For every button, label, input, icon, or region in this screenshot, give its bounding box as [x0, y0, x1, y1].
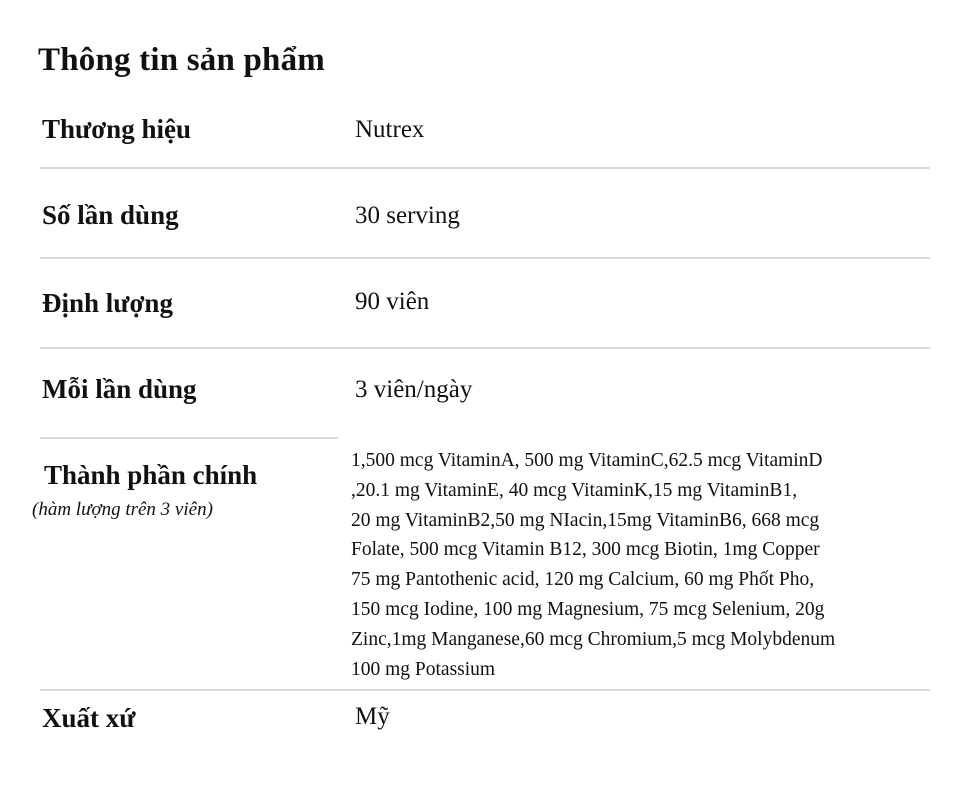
- label-origin: Xuất xứ: [42, 703, 136, 733]
- row-divider: [40, 689, 930, 691]
- label-ingredients-note: (hàm lượng trên 3 viên): [32, 499, 213, 520]
- ingredients-line: 150 mcg Iodine, 100 mg Magnesium, 75 mcg Selenium, 20g: [351, 598, 825, 620]
- row-divider: [40, 257, 930, 259]
- value-ingredients: [351, 446, 941, 684]
- label-ingredients: Thành phần chính: [44, 460, 258, 490]
- ingredients-line: Zinc,1mg Manganese,60 mcg Chromium,5 mcg Molybdenum: [351, 628, 836, 650]
- label-quantity: Định lượng: [42, 288, 173, 318]
- value-origin: Mỹ: [355, 703, 390, 730]
- label-brand: Thương hiệu: [42, 114, 191, 144]
- row-divider: [40, 347, 930, 349]
- ingredients-line: 20 mg VitaminB2,50 mg NIacin,15mg VitaminB6, 668 mcg: [351, 509, 820, 531]
- value-brand: Nutrex: [355, 116, 425, 143]
- ingredients-line: Folate, 500 mcg Vitamin B12, 300 mcg Biotin, 1mg Copper: [351, 539, 820, 561]
- page-title: Thông tin sản phẩm: [38, 42, 325, 78]
- ingredients-line: 100 mg Potassium: [351, 658, 496, 680]
- value-quantity: 90 viên: [355, 288, 430, 315]
- value-per-serving: 3 viên/ngày: [355, 376, 473, 403]
- ingredients-line: 75 mg Pantothenic acid, 120 mg Calcium, 60 mg Phốt Pho,: [351, 569, 815, 591]
- value-servings: 30 serving: [355, 202, 460, 229]
- row-divider: [40, 437, 338, 439]
- ingredients-line: 1,500 mcg VitaminA, 500 mg VitaminC,62.5 mcg VitaminD: [351, 450, 823, 471]
- label-per-serving: Mỗi lần dùng: [42, 374, 197, 404]
- row-divider: [40, 167, 930, 169]
- label-servings: Số lần dùng: [42, 200, 179, 230]
- ingredients-line: ,20.1 mg VitaminE, 40 mcg VitaminK,15 mg VitaminB1,: [351, 479, 798, 501]
